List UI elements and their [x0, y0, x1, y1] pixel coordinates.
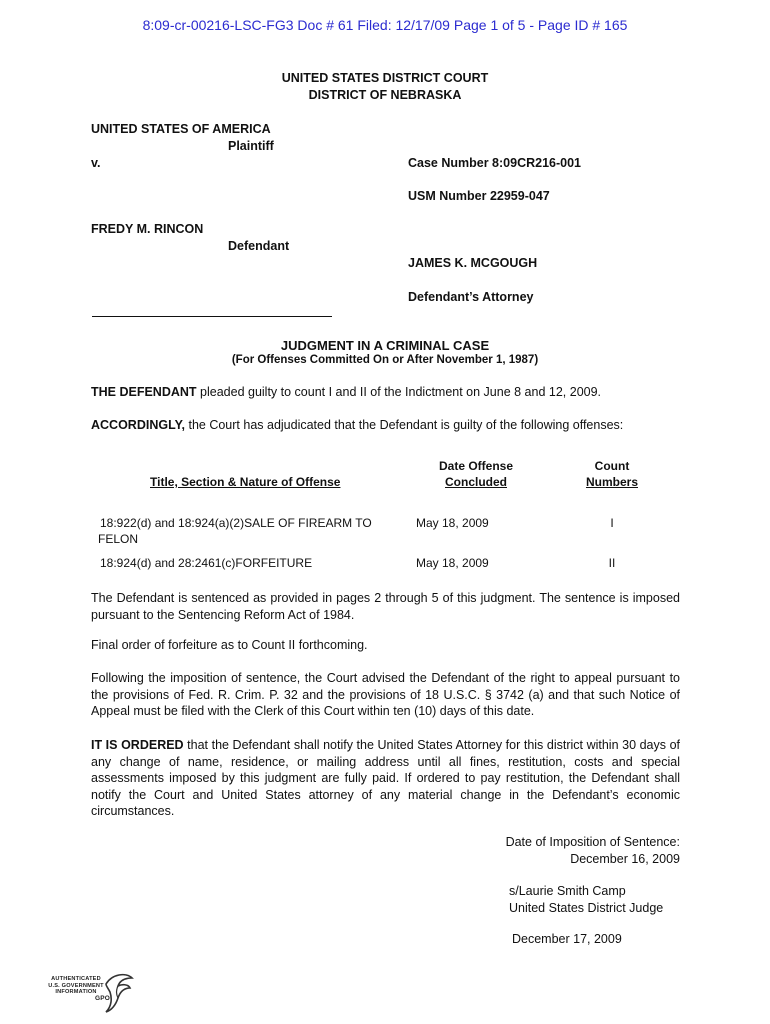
table-header-count-line2: Numbers	[585, 475, 638, 489]
signature-block	[509, 883, 663, 917]
table-row	[100, 515, 372, 547]
imposition-date: December 16, 2009	[570, 852, 680, 866]
judge-signature: s/Laurie Smith Camp	[509, 884, 626, 898]
accordingly-statement	[91, 418, 623, 432]
defendant-role: Defendant	[228, 239, 290, 253]
filing-stamp-header: 8:09-cr-00216-LSC-FG3 Doc # 61 Filed: 12/17/09 Page 1 of 5 - Page ID # 165	[142, 17, 628, 33]
imposition-label: Date of Imposition of Sentence:	[505, 835, 680, 849]
plea-text: pleaded guilty to count I and II of the Indictment on June 8 and 12, 2009.	[196, 385, 602, 399]
table-row-2-offense: 18:924(d) and 28:2461(c)FORFEITURE	[100, 556, 313, 570]
order-lead: IT IS ORDERED	[91, 738, 184, 752]
plea-lead: THE DEFENDANT	[91, 385, 197, 399]
table-row-1-offense-line1: 18:922(d) and 18:924(a)(2)SALE OF FIREARM TO	[100, 516, 372, 530]
versus-label: v.	[91, 156, 101, 170]
gpo-authentication-logo	[40, 968, 140, 1016]
court-heading	[0, 70, 770, 104]
sentencing-paragraph: The Defendant is sentenced as provided in pages 2 through 5 of this judgment. The sentence is imposed pursuant to the Sentencing Reform Act of 1984.	[91, 591, 680, 622]
table-header-date-line1: Date Offense	[438, 459, 514, 473]
imposition-block	[450, 834, 680, 868]
case-number: Case Number 8:09CR216-001	[408, 156, 582, 170]
gpo-logo-line3: INFORMATION	[55, 989, 97, 995]
plaintiff-role: Plaintiff	[228, 139, 274, 153]
table-header-date-line2: Concluded	[445, 475, 507, 489]
eagle-icon	[102, 970, 134, 1014]
table-header-offense: Title, Section & Nature of Offense	[150, 475, 341, 489]
gpo-logo-line1: AUTHENTICATED	[51, 976, 101, 982]
plaintiff-name: UNITED STATES OF AMERICA	[91, 122, 271, 136]
judgment-subtitle: (For Offenses Committed On or After November 1, 1987)	[231, 354, 539, 366]
judgment-title: JUDGMENT IN A CRIMINAL CASE	[280, 338, 490, 353]
table-row-2-count: II	[608, 556, 616, 570]
table-row-1-offense-line2: FELON	[98, 532, 139, 546]
gpo-logo-mark: GPO	[94, 994, 110, 1002]
order-paragraph	[91, 737, 680, 820]
plea-statement	[91, 385, 601, 399]
appeal-paragraph: Following the imposition of sentence, the Court advised the Defendant of the right to appeal pursuant to the provisions of Fed. R. Crim. P. 32 and the provisions of 18 U.S.C. § 3742 (a) and that such Notice of Appeal must be filed with the Clerk of this Court within ten (10) days of this date.	[91, 671, 680, 718]
court-district: DISTRICT OF NEBRASKA	[308, 88, 462, 102]
table-row-1-date: May 18, 2009	[416, 516, 489, 530]
defendant-name: FREDY M. RINCON	[91, 222, 204, 236]
attorney-role: Defendant’s Attorney	[408, 290, 534, 304]
table-row-1-count: I	[610, 516, 614, 530]
attorney-name: JAMES K. MCGOUGH	[408, 256, 538, 270]
table-header-date	[416, 458, 536, 490]
gpo-logo-line2: U.S. GOVERNMENT	[48, 982, 104, 989]
judge-title: United States District Judge	[509, 901, 664, 915]
forfeiture-paragraph: Final order of forfeiture as to Count II forthcoming.	[91, 638, 368, 652]
signature-date: December 17, 2009	[512, 932, 622, 946]
court-name: UNITED STATES DISTRICT COURT	[281, 71, 489, 85]
caption-divider	[92, 316, 332, 317]
accordingly-text: the Court has adjudicated that the Defendant is guilty of the following offenses:	[185, 418, 624, 432]
order-text: that the Defendant shall notify the United States Attorney for this district within 30 days of any change of name, residence, or mailing address until all fines, restitution, costs and special assessments imposed by this judgment are fully paid. If ordered to pay restitution, the Defendant shall notify the Court and United States attorney of any material change in the Defendant’s economic circumstances.	[91, 738, 681, 818]
table-header-count-line1: Count	[594, 459, 630, 473]
accordingly-lead: ACCORDINGLY,	[91, 418, 185, 432]
usm-number: USM Number 22959-047	[408, 189, 550, 203]
table-header-count	[572, 458, 652, 490]
table-row-2-date: May 18, 2009	[416, 556, 489, 570]
